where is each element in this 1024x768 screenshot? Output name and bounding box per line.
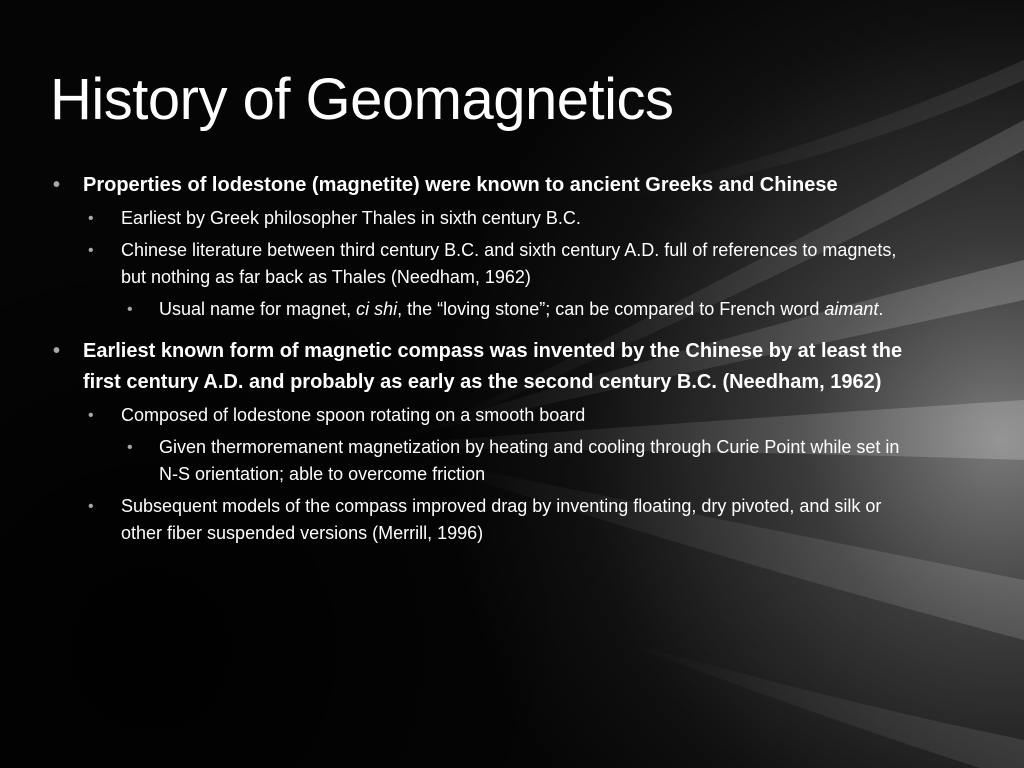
bullet-list <box>50 170 910 552</box>
sub-sub-bullet-item <box>50 434 910 488</box>
spacer <box>50 328 910 336</box>
bullet-text: Chinese literature between third century B.C. and sixth century A.D. full of references to magnets, but nothing as far back as Thales (Needham, 1962) <box>121 240 897 287</box>
sub-sub-bullet-item <box>50 296 910 323</box>
bullet-text-part: Usual name for magnet, <box>159 299 357 319</box>
sub-bullet-item <box>50 205 910 232</box>
bullet-item <box>50 336 910 398</box>
bullet-text: Composed of lodestone spoon rotating on a smooth board <box>121 405 586 425</box>
bullet-icon: • <box>127 439 133 456</box>
bullet-icon: • <box>88 242 94 259</box>
bullet-icon: • <box>127 301 133 318</box>
bullet-text-italic: ci shi <box>356 299 398 319</box>
bullet-icon: • <box>53 174 61 196</box>
bullet-text: Given thermoremanent magnetization by heating and cooling through Curie Point while set in N-S orientation; able to overcome friction <box>159 437 900 484</box>
bullet-text-part: , the “loving stone”; can be compared to French word <box>397 299 825 319</box>
bullet-text: Earliest known form of magnetic compass was invented by the Chinese by at least the first century A.D. and probably as early as the second century B.C. (Needham, 1962) <box>83 340 903 393</box>
bullet-icon: • <box>88 407 94 424</box>
bullet-text: Properties of lodestone (magnetite) were known to ancient Greeks and Chinese <box>83 174 838 196</box>
sub-bullet-item <box>50 237 910 291</box>
sub-bullet-item <box>50 493 910 547</box>
bullet-icon: • <box>88 210 94 227</box>
bullet-icon: • <box>88 498 94 515</box>
sub-bullet-item <box>50 402 910 429</box>
bullet-text-italic: aimant <box>824 299 879 319</box>
bullet-text-part: . <box>878 299 884 319</box>
bullet-item <box>50 170 910 201</box>
bullet-text: Earliest by Greek philosopher Thales in sixth century B.C. <box>121 208 581 228</box>
slide-title: History of Geomagnetics <box>50 67 674 132</box>
bullet-text: Subsequent models of the compass improved drag by inventing floating, dry pivoted, and silk or other fiber suspended versions (Merrill, 1996) <box>121 496 882 543</box>
bullet-icon: • <box>53 340 61 362</box>
